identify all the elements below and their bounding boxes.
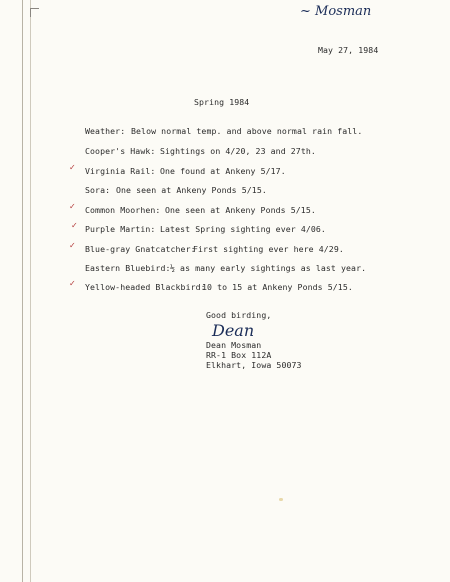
address-line: Elkhart, Iowa 50073 <box>206 360 302 370</box>
address-line: Dean Mosman <box>206 340 262 350</box>
entry-text: Below normal temp. and above normal rain fall. <box>131 126 363 136</box>
entry-text: Latest Spring sighting ever 4/06. <box>160 224 326 234</box>
closing-line: Good birding, <box>206 310 272 320</box>
entry-label: Eastern Bluebird: <box>85 263 171 273</box>
entry-text: One seen at Ankeny Ponds 5/15. <box>116 185 267 195</box>
entry-text: One seen at Ankeny Ponds 5/15. <box>165 205 316 215</box>
paper-smudge <box>279 498 283 501</box>
handwritten-signature: Dean <box>212 321 255 340</box>
corner-mark <box>30 8 39 17</box>
entry-label: Virginia Rail: <box>85 166 156 176</box>
check-mark-icon: ✓ <box>71 221 78 230</box>
address-line: RR-1 Box 112A <box>206 350 272 360</box>
entry-label: Yellow-headed Blackbird: <box>85 282 206 292</box>
check-mark-icon: ✓ <box>69 202 76 211</box>
page-edge-line <box>30 0 31 582</box>
page-edge-line <box>22 0 23 582</box>
check-mark-icon: ✓ <box>69 279 76 288</box>
check-mark-icon: ✓ <box>69 241 76 250</box>
entry-text: One found at Ankeny 5/17. <box>160 166 286 176</box>
entry-label: Sora: <box>85 185 111 195</box>
entry-label: Cooper's Hawk: <box>85 146 156 156</box>
entry-label: Weather: <box>85 126 126 136</box>
letter-date: May 27, 1984 <box>318 45 379 55</box>
entry-text: Sightings on 4/20, 23 and 27th. <box>160 146 316 156</box>
letter-title: Spring 1984 <box>194 97 250 107</box>
entry-text: 10 to 15 at Ankeny Ponds 5/15. <box>202 282 353 292</box>
handwritten-annotation: ~ Mosman <box>300 4 372 19</box>
entry-text: ½ as many early sightings as last year. <box>170 263 367 273</box>
entry-label: Blue-gray Gnatcatcher: <box>85 244 196 254</box>
check-mark-icon: ✓ <box>69 163 76 172</box>
entry-label: Purple Martin: <box>85 224 156 234</box>
entry-text: First sighting ever here 4/29. <box>193 244 344 254</box>
entry-label: Common Moorhen: <box>85 205 161 215</box>
